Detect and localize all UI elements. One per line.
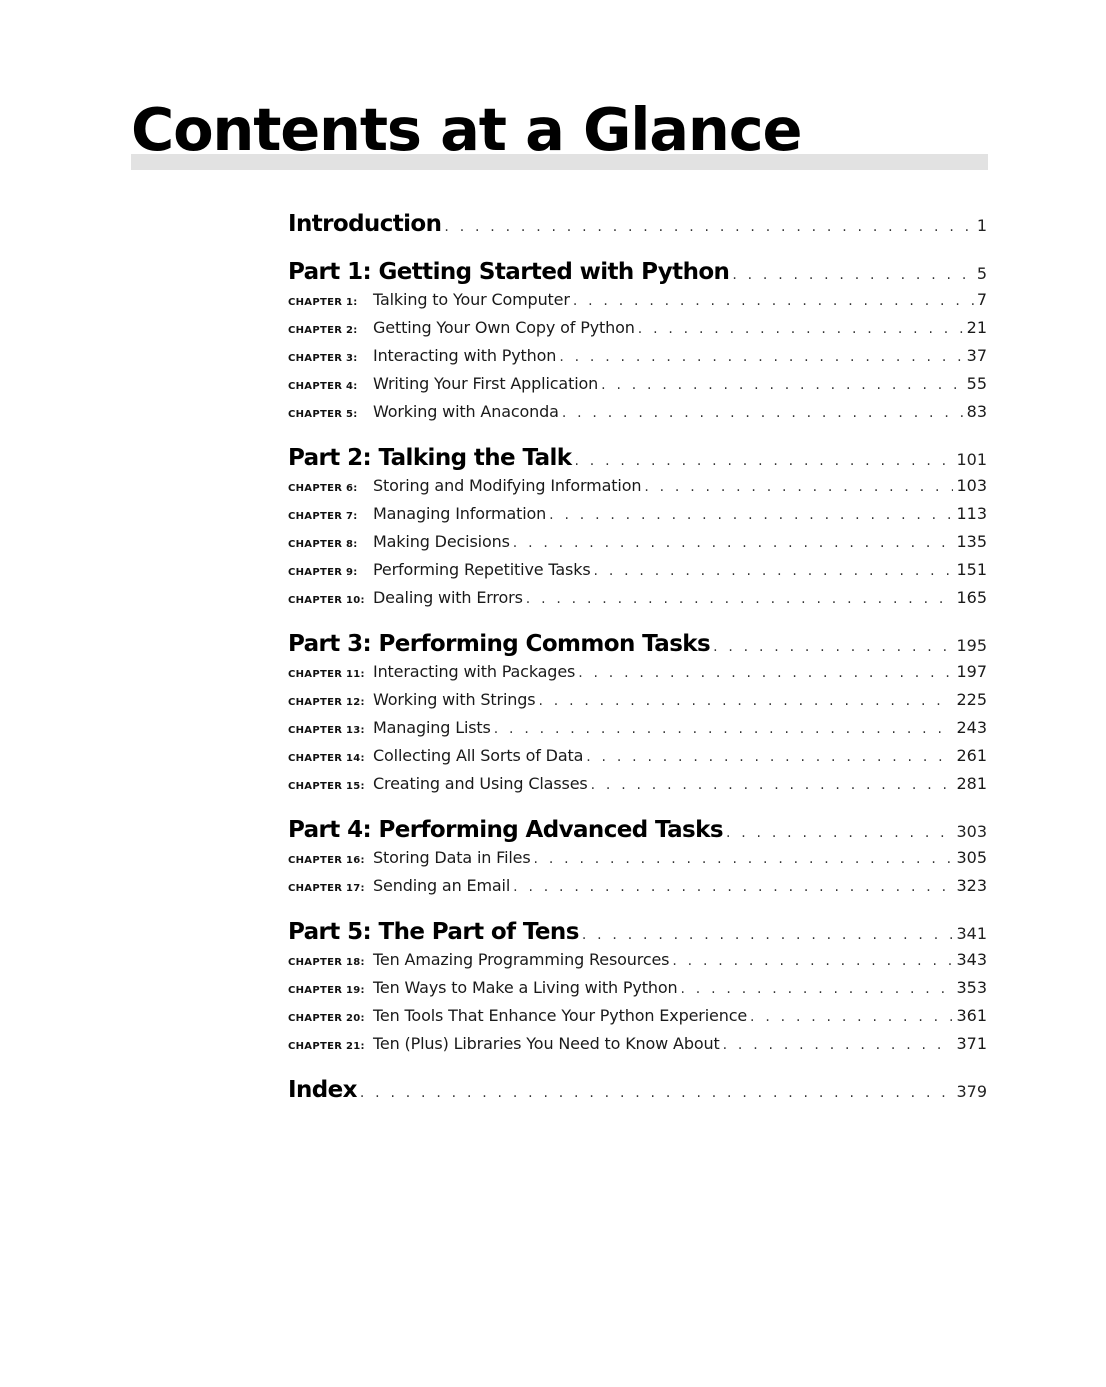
chapter-title: Making Decisions <box>373 532 510 551</box>
dot-leader <box>578 659 953 686</box>
dot-leader <box>513 529 954 556</box>
chapter-number: CHAPTER 9: <box>288 567 358 578</box>
toc-page-number: 323 <box>956 876 987 895</box>
toc-chapter[interactable] <box>288 770 987 798</box>
chapter-title: Ten Amazing Programming Resources <box>373 950 670 969</box>
dot-leader <box>494 715 954 742</box>
chapter-number: CHAPTER 12: <box>288 697 365 708</box>
chapter-title: Ten Ways to Make a Living with Python <box>373 978 678 997</box>
toc-page-number: 165 <box>956 588 987 607</box>
toc-page-number: 103 <box>956 476 987 495</box>
toc-chapter[interactable] <box>288 584 987 612</box>
toc-page-number: 371 <box>956 1034 987 1053</box>
toc-page-number: 197 <box>956 662 987 681</box>
toc-part-3[interactable] <box>288 630 987 658</box>
dot-leader <box>574 447 953 472</box>
toc-chapter[interactable] <box>288 742 987 770</box>
toc-chapter[interactable] <box>288 974 987 1002</box>
dot-leader <box>591 771 954 798</box>
toc-page-number: 305 <box>956 848 987 867</box>
toc-page-number: 83 <box>966 402 987 421</box>
chapter-number: CHAPTER 20: <box>288 1013 365 1024</box>
chapter-title: Working with Strings <box>373 690 536 709</box>
dot-leader <box>559 343 963 370</box>
chapter-title: Interacting with Python <box>373 346 557 365</box>
dot-leader <box>713 633 953 658</box>
toc-chapter[interactable] <box>288 472 987 500</box>
dot-leader <box>444 213 973 238</box>
dot-leader <box>526 585 954 612</box>
dot-leader <box>513 873 953 900</box>
toc-entry-introduction[interactable] <box>288 210 987 238</box>
dot-leader <box>750 1003 953 1030</box>
toc-chapter[interactable] <box>288 286 987 314</box>
chapter-number: CHAPTER 15: <box>288 781 365 792</box>
dot-leader <box>672 947 953 974</box>
chapter-title: Dealing with Errors <box>373 588 523 607</box>
toc-page-number: 55 <box>966 374 987 393</box>
chapter-title: Interacting with Packages <box>373 662 576 681</box>
toc-page-number: 353 <box>956 978 987 997</box>
chapter-number: CHAPTER 6: <box>288 483 358 494</box>
part-title: Part 2: Talking the Talk <box>288 445 572 471</box>
chapter-title: Ten Tools That Enhance Your Python Experience <box>373 1006 748 1025</box>
toc-entry-label: Index <box>288 1077 357 1103</box>
toc-page-number: 37 <box>966 346 987 365</box>
toc-entry-label: Introduction <box>288 211 442 237</box>
chapter-title: Talking to Your Computer <box>373 290 570 309</box>
toc-chapter[interactable] <box>288 342 987 370</box>
chapter-title: Writing Your First Application <box>373 374 599 393</box>
chapter-title: Creating and Using Classes <box>373 774 588 793</box>
toc-chapter[interactable] <box>288 500 987 528</box>
toc-page-number: 379 <box>956 1082 987 1101</box>
toc-page-number: 101 <box>956 450 987 469</box>
dot-leader <box>726 819 954 844</box>
toc-page-number: 1 <box>976 216 987 235</box>
toc-page-number: 113 <box>956 504 987 523</box>
toc-chapter[interactable] <box>288 714 987 742</box>
chapter-number: CHAPTER 1: <box>288 297 358 308</box>
chapter-number: CHAPTER 14: <box>288 753 365 764</box>
part-title: Part 4: Performing Advanced Tasks <box>288 817 723 843</box>
page-title: Contents at a Glance <box>131 95 802 164</box>
chapter-title: Working with Anaconda <box>373 402 559 421</box>
toc-page-number: 303 <box>956 822 987 841</box>
toc-part-5[interactable] <box>288 918 987 946</box>
toc-chapter[interactable] <box>288 398 987 426</box>
toc-part-1[interactable] <box>288 258 987 286</box>
chapter-number: CHAPTER 13: <box>288 725 365 736</box>
part-title: Part 3: Performing Common Tasks <box>288 631 711 657</box>
dot-leader <box>573 287 974 314</box>
chapter-number: CHAPTER 21: <box>288 1041 365 1052</box>
toc-chapter[interactable] <box>288 872 987 900</box>
toc-page-number: 135 <box>956 532 987 551</box>
dot-leader <box>534 845 954 872</box>
toc-chapter[interactable] <box>288 1002 987 1030</box>
toc-page-number: 361 <box>956 1006 987 1025</box>
dot-leader <box>644 473 953 500</box>
toc-page-number: 5 <box>976 264 987 283</box>
chapter-number: CHAPTER 11: <box>288 669 365 680</box>
toc-chapter[interactable] <box>288 686 987 714</box>
dot-leader <box>538 687 953 714</box>
dot-leader <box>586 743 953 770</box>
toc-chapter[interactable] <box>288 1030 987 1058</box>
toc-page-number: 21 <box>966 318 987 337</box>
dot-leader <box>681 975 954 1002</box>
chapter-number: CHAPTER 19: <box>288 985 365 996</box>
dot-leader <box>594 557 954 584</box>
toc-chapter[interactable] <box>288 844 987 872</box>
toc-page-number: 7 <box>976 290 987 309</box>
chapter-title: Storing Data in Files <box>373 848 531 867</box>
dot-leader <box>723 1031 954 1058</box>
toc-chapter[interactable] <box>288 528 987 556</box>
toc-chapter[interactable] <box>288 946 987 974</box>
chapter-title: Managing Information <box>373 504 547 523</box>
dot-leader <box>582 921 954 946</box>
toc-part-2[interactable] <box>288 444 987 472</box>
dot-leader <box>360 1079 954 1104</box>
chapter-title: Getting Your Own Copy of Python <box>373 318 635 337</box>
dot-leader <box>601 371 964 398</box>
toc-page-number: 195 <box>956 636 987 655</box>
chapter-number: CHAPTER 18: <box>288 957 365 968</box>
chapter-number: CHAPTER 4: <box>288 381 358 392</box>
toc-page-number: 243 <box>956 718 987 737</box>
chapter-number: CHAPTER 2: <box>288 325 358 336</box>
dot-leader <box>549 501 953 528</box>
toc-chapter[interactable] <box>288 658 987 686</box>
chapter-number: CHAPTER 7: <box>288 511 358 522</box>
chapter-number: CHAPTER 5: <box>288 409 358 420</box>
chapter-title: Collecting All Sorts of Data <box>373 746 584 765</box>
part-title: Part 1: Getting Started with Python <box>288 259 730 285</box>
toc-part-4[interactable] <box>288 816 987 844</box>
toc-chapter[interactable] <box>288 370 987 398</box>
dot-leader <box>562 399 964 426</box>
chapter-title: Sending an Email <box>373 876 511 895</box>
chapter-number: CHAPTER 10: <box>288 595 365 606</box>
toc-page-number: 281 <box>956 774 987 793</box>
chapter-number: CHAPTER 3: <box>288 353 358 364</box>
toc-page-number: 151 <box>956 560 987 579</box>
toc-chapter[interactable] <box>288 314 987 342</box>
chapter-number: CHAPTER 16: <box>288 855 365 866</box>
chapter-number: CHAPTER 8: <box>288 539 358 550</box>
toc-page-number: 261 <box>956 746 987 765</box>
chapter-number: CHAPTER 17: <box>288 883 365 894</box>
toc-page-number: 225 <box>956 690 987 709</box>
toc-page-number: 343 <box>956 950 987 969</box>
dot-leader <box>638 315 964 342</box>
chapter-title: Storing and Modifying Information <box>373 476 642 495</box>
toc-page-number: 341 <box>956 924 987 943</box>
chapter-title: Managing Lists <box>373 718 491 737</box>
toc-chapter[interactable] <box>288 556 987 584</box>
toc-entry-index[interactable] <box>288 1076 987 1104</box>
part-title: Part 5: The Part of Tens <box>288 919 579 945</box>
table-of-contents <box>288 210 987 1104</box>
dot-leader <box>732 261 973 286</box>
chapter-title: Ten (Plus) Libraries You Need to Know About <box>373 1034 720 1053</box>
page-title-block <box>131 88 988 172</box>
chapter-title: Performing Repetitive Tasks <box>373 560 591 579</box>
